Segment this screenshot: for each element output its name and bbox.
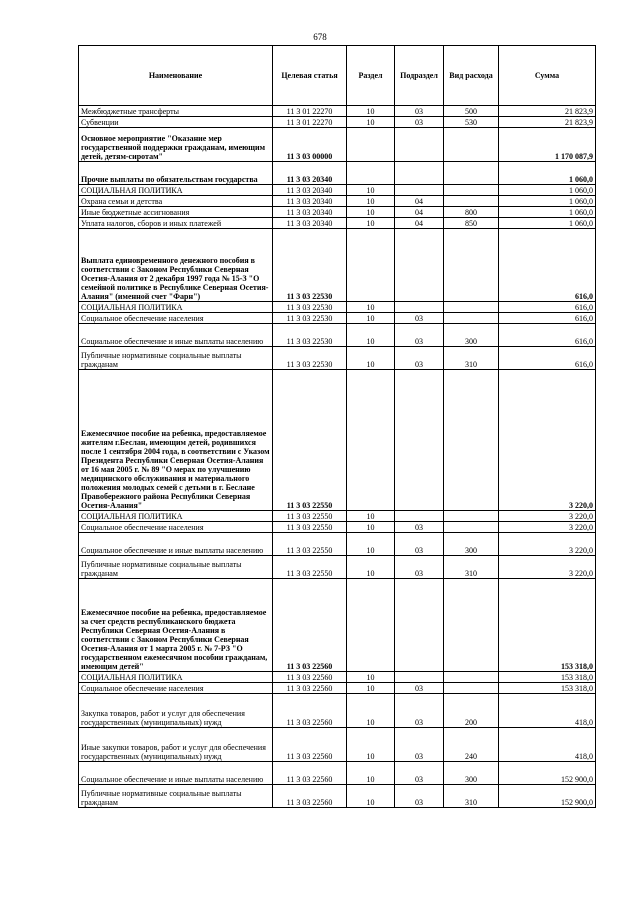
table-row <box>79 347 596 370</box>
table-row <box>79 694 596 728</box>
cell-target: 11 3 03 22550 <box>273 370 347 511</box>
cell-sum: 1 060,0 <box>499 207 596 218</box>
cell-expense-type <box>444 370 499 511</box>
cell-name: СОЦИАЛЬНАЯ ПОЛИТИКА <box>79 185 273 196</box>
cell-expense-type: 240 <box>444 728 499 762</box>
header-expense-type: Вид расхода <box>444 46 499 106</box>
table-row <box>79 324 596 347</box>
cell-sum: 1 060,0 <box>499 196 596 207</box>
table-row <box>79 370 596 511</box>
cell-sum: 418,0 <box>499 694 596 728</box>
cell-name: Выплата единовременного денежного пособия в соответствии с Законом Республики Северная Осетия-Алания от 2 декабря 1997 года № 15-З "О семейной политике в Республике Северная Осетия-Алания" (именной счет "Фарн") <box>79 229 273 302</box>
cell-expense-type <box>444 185 499 196</box>
cell-sum: 418,0 <box>499 728 596 762</box>
cell-subsection: 03 <box>395 117 444 128</box>
cell-expense-type: 200 <box>444 694 499 728</box>
table-row <box>79 533 596 556</box>
cell-target: 11 3 03 22550 <box>273 522 347 533</box>
cell-name: Социальное обеспечение населения <box>79 522 273 533</box>
table-row <box>79 672 596 683</box>
cell-name: Межбюджетные трансферты <box>79 106 273 117</box>
cell-name: СОЦИАЛЬНАЯ ПОЛИТИКА <box>79 511 273 522</box>
cell-section: 10 <box>347 556 395 579</box>
cell-target: 11 3 03 22530 <box>273 302 347 313</box>
cell-subsection <box>395 185 444 196</box>
cell-sum: 3 220,0 <box>499 533 596 556</box>
cell-target: 11 3 03 22560 <box>273 672 347 683</box>
cell-target: 11 3 03 20340 <box>273 162 347 185</box>
cell-name: СОЦИАЛЬНАЯ ПОЛИТИКА <box>79 672 273 683</box>
cell-sum: 21 823,9 <box>499 106 596 117</box>
cell-expense-type <box>444 683 499 694</box>
cell-expense-type <box>444 162 499 185</box>
cell-target: 11 3 03 22530 <box>273 324 347 347</box>
header-subsection: Подраздел <box>395 46 444 106</box>
header-target: Целевая статья <box>273 46 347 106</box>
cell-target: 11 3 03 20340 <box>273 196 347 207</box>
table-row <box>79 511 596 522</box>
cell-sum: 1 170 087,9 <box>499 128 596 162</box>
cell-target: 11 3 01 22270 <box>273 117 347 128</box>
cell-name: Охрана семьи и детства <box>79 196 273 207</box>
cell-sum: 3 220,0 <box>499 556 596 579</box>
cell-name: Ежемесячное пособие на ребенка, предоставляемое за счет средств республиканского бюджета Республики Северная Осетия-Алания в соответствии с Законом Республики Северная Осетия-Алания от 1 марта 2005 г. № 7-РЗ "О государственном ежемесячном пособии гражданам, имеющим детей" <box>79 579 273 672</box>
cell-section <box>347 370 395 511</box>
header-name: Наименование <box>79 46 273 106</box>
cell-name: Прочие выплаты по обязательствам государства <box>79 162 273 185</box>
table-row <box>79 162 596 185</box>
cell-section: 10 <box>347 302 395 313</box>
header-section: Раздел <box>347 46 395 106</box>
cell-name: Субвенции <box>79 117 273 128</box>
cell-target: 11 3 03 22560 <box>273 579 347 672</box>
cell-sum: 616,0 <box>499 229 596 302</box>
table-header-row <box>79 46 596 106</box>
cell-sum: 616,0 <box>499 324 596 347</box>
cell-sum: 1 060,0 <box>499 185 596 196</box>
cell-section: 10 <box>347 196 395 207</box>
table-row <box>79 579 596 672</box>
cell-target: 11 3 01 22270 <box>273 106 347 117</box>
cell-sum: 153 318,0 <box>499 683 596 694</box>
cell-sum: 3 220,0 <box>499 370 596 511</box>
cell-name: Иные закупки товаров, работ и услуг для обеспечения государственных (муниципальных) нужд <box>79 728 273 762</box>
cell-section: 10 <box>347 672 395 683</box>
cell-subsection: 03 <box>395 313 444 324</box>
cell-expense-type: 300 <box>444 324 499 347</box>
cell-sum: 3 220,0 <box>499 522 596 533</box>
cell-subsection <box>395 370 444 511</box>
cell-name: Социальное обеспечение населения <box>79 313 273 324</box>
cell-section: 10 <box>347 185 395 196</box>
table-row <box>79 313 596 324</box>
cell-target: 11 3 03 22560 <box>273 728 347 762</box>
cell-name: СОЦИАЛЬНАЯ ПОЛИТИКА <box>79 302 273 313</box>
cell-subsection <box>395 162 444 185</box>
cell-subsection: 04 <box>395 207 444 218</box>
cell-section: 10 <box>347 324 395 347</box>
cell-section: 10 <box>347 785 395 808</box>
table-row <box>79 302 596 313</box>
cell-expense-type: 310 <box>444 556 499 579</box>
cell-sum: 152 900,0 <box>499 785 596 808</box>
table-row <box>79 218 596 229</box>
cell-expense-type: 800 <box>444 207 499 218</box>
cell-name: Закупка товаров, работ и услуг для обеспечения государственных (муниципальных) нужд <box>79 694 273 728</box>
cell-sum: 1 060,0 <box>499 162 596 185</box>
cell-name: Социальное обеспечение населения <box>79 683 273 694</box>
cell-expense-type <box>444 511 499 522</box>
cell-expense-type: 500 <box>444 106 499 117</box>
cell-target: 11 3 03 22560 <box>273 785 347 808</box>
table-row <box>79 106 596 117</box>
cell-section: 10 <box>347 313 395 324</box>
cell-section: 10 <box>347 683 395 694</box>
cell-sum: 152 900,0 <box>499 762 596 785</box>
cell-sum: 3 220,0 <box>499 511 596 522</box>
cell-name: Социальное обеспечение и иные выплаты населению <box>79 324 273 347</box>
cell-subsection: 03 <box>395 347 444 370</box>
cell-sum: 1 060,0 <box>499 218 596 229</box>
cell-section: 10 <box>347 218 395 229</box>
cell-section: 10 <box>347 522 395 533</box>
cell-section: 10 <box>347 694 395 728</box>
cell-subsection: 03 <box>395 106 444 117</box>
cell-target: 11 3 03 22550 <box>273 533 347 556</box>
cell-target: 11 3 03 22530 <box>273 229 347 302</box>
cell-section: 10 <box>347 106 395 117</box>
cell-name: Публичные нормативные социальные выплаты гражданам <box>79 347 273 370</box>
cell-expense-type <box>444 196 499 207</box>
cell-name: Основное мероприятие "Оказание мер государственной поддержки гражданам, имеющим детей, детям-сиротам" <box>79 128 273 162</box>
cell-section <box>347 162 395 185</box>
cell-subsection: 03 <box>395 785 444 808</box>
cell-sum: 616,0 <box>499 313 596 324</box>
table-row <box>79 728 596 762</box>
cell-expense-type: 310 <box>444 785 499 808</box>
table-row <box>79 785 596 808</box>
cell-subsection: 03 <box>395 762 444 785</box>
cell-subsection <box>395 229 444 302</box>
cell-section: 10 <box>347 117 395 128</box>
cell-subsection: 03 <box>395 694 444 728</box>
table-row <box>79 683 596 694</box>
cell-section: 10 <box>347 347 395 370</box>
cell-section <box>347 229 395 302</box>
cell-target: 11 3 03 22550 <box>273 556 347 579</box>
cell-expense-type: 850 <box>444 218 499 229</box>
table-row <box>79 556 596 579</box>
cell-section <box>347 579 395 672</box>
table-row <box>79 207 596 218</box>
cell-expense-type: 300 <box>444 762 499 785</box>
cell-target: 11 3 03 20340 <box>273 218 347 229</box>
table-row <box>79 128 596 162</box>
cell-name: Иные бюджетные ассигнования <box>79 207 273 218</box>
table-row <box>79 229 596 302</box>
table-row <box>79 185 596 196</box>
cell-section: 10 <box>347 728 395 762</box>
cell-subsection <box>395 511 444 522</box>
cell-sum: 21 823,9 <box>499 117 596 128</box>
cell-subsection: 03 <box>395 522 444 533</box>
header-sum: Сумма <box>499 46 596 106</box>
cell-name: Социальное обеспечение и иные выплаты населению <box>79 533 273 556</box>
cell-section: 10 <box>347 207 395 218</box>
cell-expense-type <box>444 128 499 162</box>
table-row <box>79 117 596 128</box>
table-row <box>79 196 596 207</box>
cell-subsection <box>395 579 444 672</box>
cell-expense-type <box>444 313 499 324</box>
cell-subsection: 03 <box>395 728 444 762</box>
cell-subsection: 03 <box>395 533 444 556</box>
cell-target: 11 3 03 22560 <box>273 762 347 785</box>
cell-sum: 616,0 <box>499 347 596 370</box>
cell-section <box>347 128 395 162</box>
page-number: 678 <box>313 32 327 42</box>
table-row <box>79 522 596 533</box>
cell-target: 11 3 03 22550 <box>273 511 347 522</box>
table-row <box>79 762 596 785</box>
cell-target: 11 3 03 20340 <box>273 207 347 218</box>
cell-sum: 153 318,0 <box>499 579 596 672</box>
cell-expense-type <box>444 229 499 302</box>
cell-name: Публичные нормативные социальные выплаты гражданам <box>79 556 273 579</box>
cell-name: Ежемесячное пособие на ребенка, предоставляемое жителям г.Беслан, имеющим детей, родившихся после 1 сентября 2004 года, в соответствии с Указом Президента Республики Северная Осетия-Алания от 16 мая 2005 г. № 89 "О мерах по улучшению медицинского обслуживания и материального положения молодых семей с детьми в г. Беслане Правобережного района Республики Северная Осетия-Алания" <box>79 370 273 511</box>
cell-expense-type <box>444 579 499 672</box>
cell-section: 10 <box>347 762 395 785</box>
cell-expense-type: 310 <box>444 347 499 370</box>
cell-subsection: 04 <box>395 196 444 207</box>
cell-name: Социальное обеспечение и иные выплаты населению <box>79 762 273 785</box>
cell-target: 11 3 03 22530 <box>273 347 347 370</box>
cell-subsection <box>395 302 444 313</box>
cell-target: 11 3 03 22530 <box>273 313 347 324</box>
cell-expense-type <box>444 302 499 313</box>
cell-target: 11 3 03 22560 <box>273 694 347 728</box>
cell-subsection: 03 <box>395 683 444 694</box>
cell-subsection <box>395 672 444 683</box>
cell-sum: 616,0 <box>499 302 596 313</box>
cell-name: Уплата налогов, сборов и иных платежей <box>79 218 273 229</box>
cell-target: 11 3 03 22560 <box>273 683 347 694</box>
cell-section: 10 <box>347 533 395 556</box>
cell-expense-type: 530 <box>444 117 499 128</box>
budget-table <box>78 45 596 808</box>
cell-subsection: 03 <box>395 556 444 579</box>
cell-name: Публичные нормативные социальные выплаты гражданам <box>79 785 273 808</box>
cell-subsection: 04 <box>395 218 444 229</box>
cell-target: 11 3 03 00000 <box>273 128 347 162</box>
cell-target: 11 3 03 20340 <box>273 185 347 196</box>
cell-sum: 153 318,0 <box>499 672 596 683</box>
cell-expense-type <box>444 672 499 683</box>
cell-subsection: 03 <box>395 324 444 347</box>
cell-expense-type: 300 <box>444 533 499 556</box>
cell-expense-type <box>444 522 499 533</box>
cell-subsection <box>395 128 444 162</box>
cell-section: 10 <box>347 511 395 522</box>
